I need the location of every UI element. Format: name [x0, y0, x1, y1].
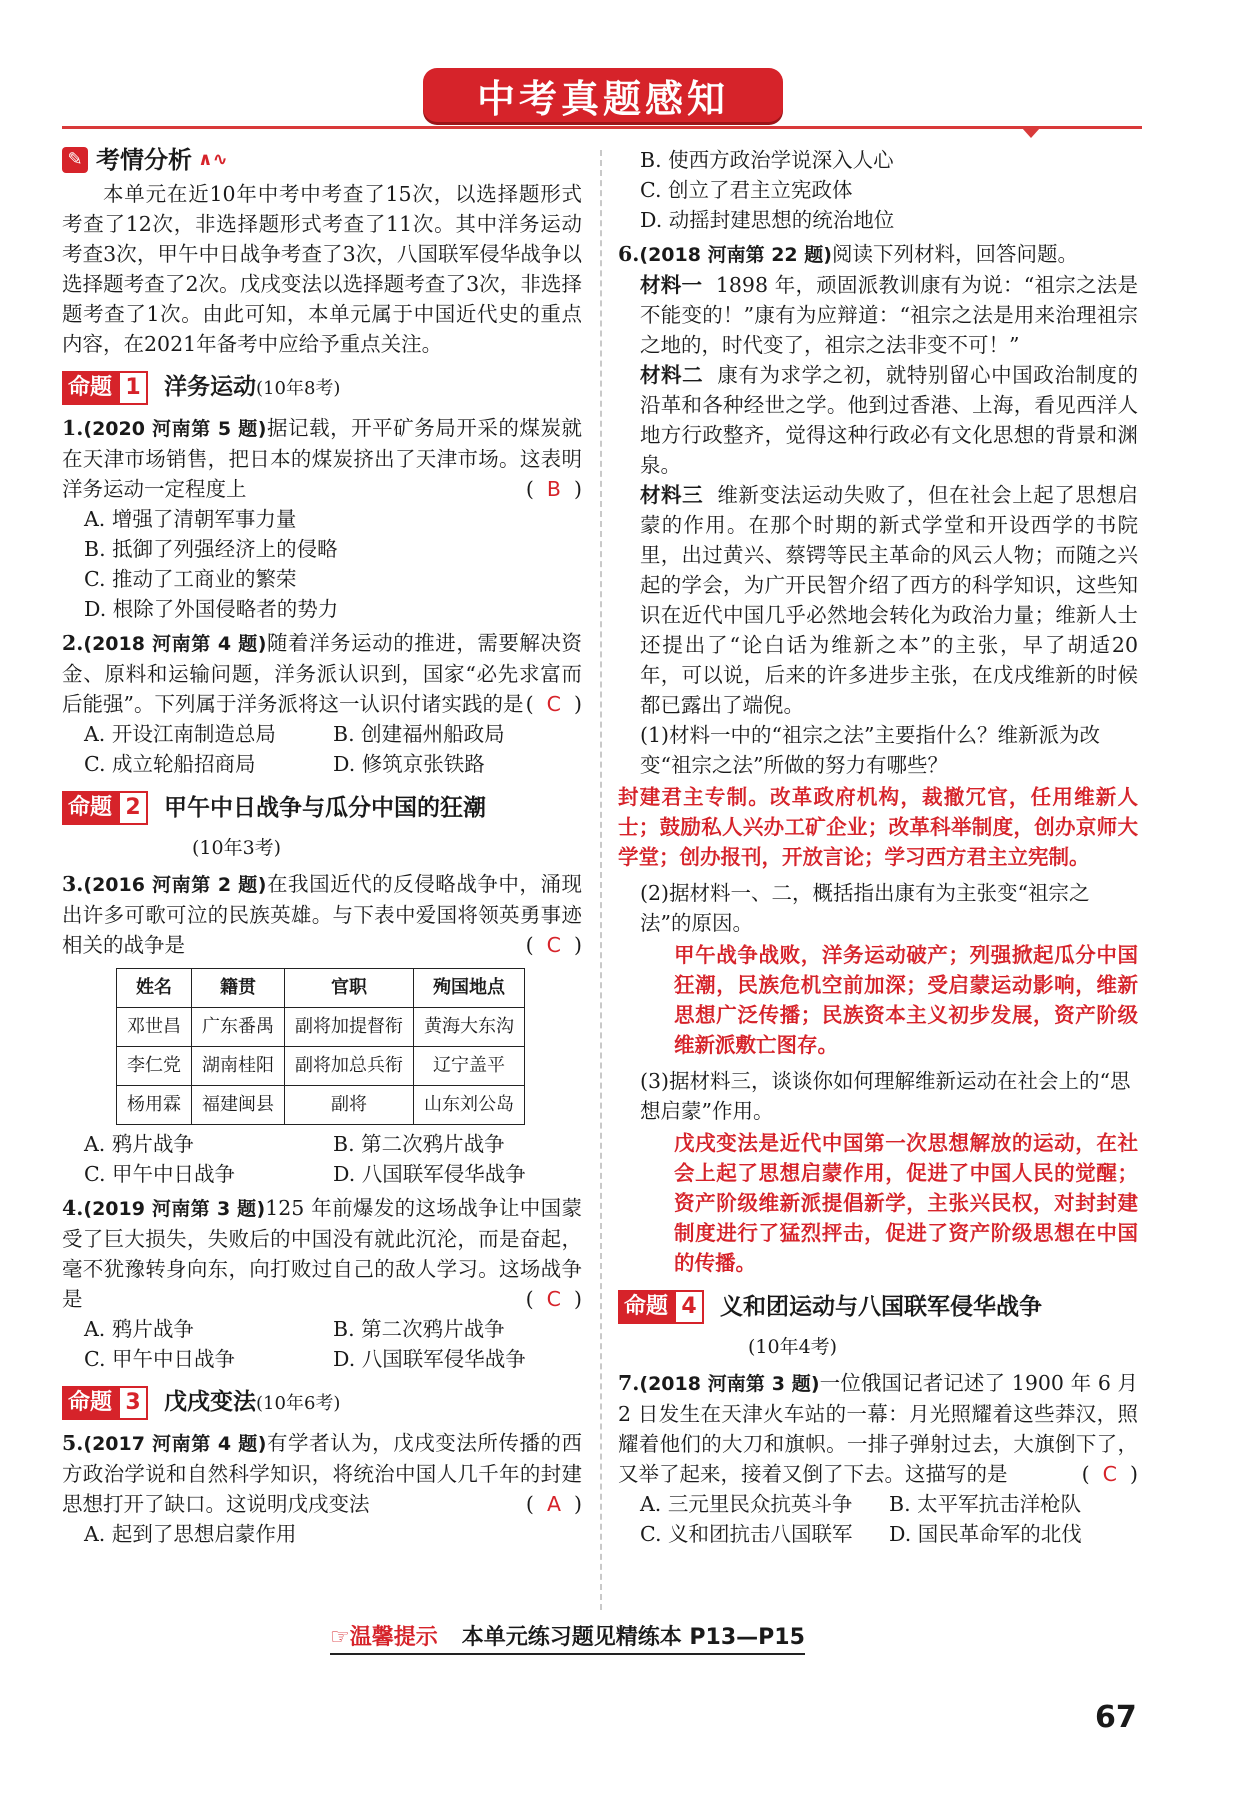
right-column [618, 145, 1138, 1549]
table-header: 籍贯 [192, 969, 285, 1008]
table-cell: 李仁党 [117, 1047, 192, 1086]
option: A. 三元里民众抗英斗争 [640, 1492, 853, 1516]
table-cell: 邓世昌 [117, 1008, 192, 1047]
table-header: 官职 [285, 969, 414, 1008]
option-row [62, 1159, 582, 1189]
analysis-paragraph: 本单元在近10年中考中考查了15次，以选择题形式考查了12次，非选择题形式考查了11次。其中洋务运动考查3次，甲午中日战争考查了3次，八国联军侵华战争以选择题考查了2次。戊戌变法以选择题考查了3次，非选择题考查了1次。由此可知，本单元属于中国近代史的重点内容，在2021年备考中应给予重点关注。 [62, 182, 582, 356]
option: D. 动摇封建思想的统治地位 [640, 208, 895, 232]
option: C. 成立轮船招商局 [84, 752, 256, 776]
pencil-icon: ✎ [62, 147, 88, 173]
topic-label: 命题 [618, 1290, 674, 1324]
page-title: 中考真题感知 [423, 68, 783, 122]
option: A. 起到了思想启蒙作用 [84, 1522, 297, 1546]
question-1: 1.(2020 河南第 5 题)据记载，开平矿务局开采的煤炭就在天津市场销售，把日本的煤炭挤出了天津市场。这表明洋务运动一定程度上 ( B ) [62, 413, 582, 504]
topic-1-header [62, 371, 582, 405]
answer-text: 封建君主专制。改革政府机构，裁撤冗官，任用维新人士；鼓励私人兴办工矿企业；改革科举制度，创办京师大学堂；创办报刊，开放言论；学习西方君主立宪制。 [618, 785, 1138, 869]
question-3: 3.(2016 河南第 2 题)在我国近代的反侵略战争中，涌现出许多可歌可泣的民族英雄。与下表中爱国将领英勇事迹相关的战争是 ( C ) [62, 869, 582, 960]
answer-bracket: ( B ) [525, 477, 582, 501]
topic-number: 3 [118, 1386, 148, 1420]
heroes-table [116, 968, 525, 1125]
answer-text: 戊戌变法是近代中国第一次思想解放的运动，在社会上起了思想启蒙作用，促进了中国人民的觉醒；资产阶级维新派提倡新学，主张兴民权，对封封建制度进行了猛烈抨击，促进了资产阶级思想在中国的传播。 [674, 1131, 1138, 1275]
sub-question-1: (1)材料一中的“祖宗之法”主要指什么？维新派为改变“祖宗之法”所做的努力有哪些？ [640, 723, 1101, 777]
answer-bracket: ( A ) [525, 1492, 582, 1516]
sub-question-2: (2)据材料一、二，概括指出康有为主张变“祖宗之法”的原因。 [640, 881, 1090, 935]
table-cell: 杨用霖 [117, 1086, 192, 1125]
table-header-row [117, 969, 525, 1008]
topic-number: 2 [118, 791, 148, 825]
option: B. 使西方政治学说深入人心 [640, 148, 894, 172]
option: D. 八国联军侵华战争 [333, 1162, 526, 1186]
topic-badge [62, 791, 148, 825]
sub-question-3: (3)据材料三，谈谈你如何理解维新运动在社会上的“思想启蒙”作用。 [640, 1069, 1131, 1123]
option-row [62, 1129, 582, 1159]
tip-text: 本单元练习题见精练本 P13—P15 [461, 1625, 805, 1650]
table-row [117, 1086, 525, 1125]
wave-decoration-icon: ∧∿ [198, 149, 228, 170]
option: B. 抵御了列强经济上的侵略 [84, 537, 338, 561]
option: D. 国民革命军的北伐 [889, 1522, 1082, 1546]
topic-3-header [62, 1386, 582, 1420]
topic-title: 义和团运动与八国联军侵华战争 [720, 1294, 1043, 1320]
option-row [62, 1314, 582, 1344]
option: C. 甲午中日战争 [84, 1347, 235, 1371]
analysis-heading-text: 考情分析 [96, 146, 192, 174]
question-2: 2.(2018 河南第 4 题)随着洋务运动的推进，需要解决资金、原料和运输问题，洋务派认识到，国家“必先求富而后能强”。下列属于洋务派将这一认识付诸实践的是 ( C ) [62, 628, 582, 719]
header-rule [62, 126, 1142, 129]
option: A. 鸦片战争 [84, 1132, 194, 1156]
topic-sub: (10年4考) [748, 1336, 838, 1358]
table-cell: 湖南桂阳 [192, 1047, 285, 1086]
topic-title: 洋务运动(10年8考) [164, 374, 341, 400]
option: C. 创立了君主立宪政体 [640, 178, 853, 202]
option-row [62, 749, 582, 779]
topic-title: 甲午中日战争与瓜分中国的狂潮 [164, 795, 487, 821]
option-row [618, 1519, 1138, 1549]
table-cell: 副将加总兵衔 [285, 1047, 414, 1086]
option: B. 第二次鸦片战争 [333, 1132, 505, 1156]
option-row [618, 1489, 1138, 1519]
analysis-heading [62, 145, 582, 175]
table-cell: 副将 [285, 1086, 414, 1125]
table-cell: 福建闽县 [192, 1086, 285, 1125]
header-rule-notch [1022, 128, 1040, 138]
table-row [117, 1047, 525, 1086]
option: A. 开设江南制造总局 [84, 722, 276, 746]
table-cell: 山东刘公岛 [414, 1086, 525, 1125]
topic-badge [618, 1290, 704, 1324]
table-row [117, 1008, 525, 1047]
option: B. 创建福州船政局 [333, 722, 505, 746]
answer-bracket: ( C ) [525, 692, 582, 716]
question-4: 4.(2019 河南第 3 题)125 年前爆发的这场战争让中国蒙受了巨大损失，失败后的中国没有就此沉沦，而是奋起，毫不犹豫转身向东，向打败过自己的敌人学习。这场战争是 ( C ) [62, 1193, 582, 1314]
option: B. 太平军抗击洋枪队 [889, 1492, 1082, 1516]
option: A. 鸦片战争 [84, 1317, 194, 1341]
topic-4-header [618, 1290, 1138, 1324]
tip-label: ☞温馨提示 [330, 1625, 438, 1650]
topic-label: 命题 [62, 1386, 118, 1420]
topic-title: 戊戌变法(10年6考) [164, 1389, 341, 1415]
table-cell: 副将加提督衔 [285, 1008, 414, 1047]
topic-sub: (10年3考) [192, 837, 282, 859]
option: A. 增强了清朝军事力量 [84, 507, 297, 531]
table-cell: 辽宁盖平 [414, 1047, 525, 1086]
topic-number: 1 [118, 371, 148, 405]
table-header: 殉国地点 [414, 969, 525, 1008]
topic-label: 命题 [62, 791, 118, 825]
page-number: 67 [1095, 1700, 1137, 1735]
material-1: 材料一 1898 年，顽固派教训康有为说：“祖宗之法是不能变的！”康有为应辩道：“祖宗之法是用来治理祖宗之地的，时代变了，祖宗之法非变不可！” [640, 273, 1139, 357]
question-7: 7.(2018 河南第 3 题)一位俄国记者记述了 1900 年 6 月 2 日发生在天津火车站的一幕：月光照耀着这些莽汉，照耀着他们的大刀和旗帜。一排子弹射过去，大旗倒下了，又举了起来，接着又倒了下去。这描写的是 ( C ) [618, 1368, 1138, 1489]
tip-banner [330, 1620, 805, 1655]
left-column [62, 145, 582, 1549]
answer-bracket: ( C ) [525, 933, 582, 957]
option-row [62, 719, 582, 749]
option: C. 推动了工商业的繁荣 [84, 567, 297, 591]
option: D. 修筑京张铁路 [333, 752, 485, 776]
material-2: 材料二 康有为求学之初，就特别留心中国政治制度的沿革和各种经世之学。他到过香港、上海，看见西洋人地方行政整齐，觉得这种行政必有文化思想的背景和渊泉。 [640, 363, 1138, 477]
table-header: 姓名 [117, 969, 192, 1008]
option-row [62, 1344, 582, 1374]
option: B. 第二次鸦片战争 [333, 1317, 505, 1341]
table-cell: 广东番禺 [192, 1008, 285, 1047]
topic-badge [62, 371, 148, 405]
option: D. 八国联军侵华战争 [333, 1347, 526, 1371]
option: D. 根除了外国侵略者的势力 [84, 597, 339, 621]
answer-text: 甲午战争战败，洋务运动破产；列强掀起瓜分中国狂潮，民族危机空前加深；受启蒙运动影响，维新思想广泛传播；民族资本主义初步发展，资产阶级维新派敷亡图存。 [674, 943, 1138, 1057]
topic-number: 4 [674, 1290, 704, 1324]
question-5: 5.(2017 河南第 4 题)有学者认为，戊戌变法所传播的西方政治学说和自然科学知识，将统治中国人几千年的封建思想打开了缺口。这说明戊戌变法 ( A ) [62, 1428, 582, 1519]
topic-label: 命题 [62, 371, 118, 405]
option: C. 义和团抗击八国联军 [640, 1522, 853, 1546]
column-divider [600, 150, 602, 1610]
material-3: 材料三 维新变法运动失败了，但在社会上起了思想启蒙的作用。在那个时期的新式学堂和开设西学的书院里，出过黄兴、蔡锷等民主革命的风云人物；而随之兴起的学会，为广开民智介绍了西方的科学知识，这些知识在近代中国几乎必然地会转化为政治力量；维新人士还提出了“论白话为维新之本”的主张，早了胡适20年，可以说，后来的许多进步主张，在戊戌维新的时候都已露出了端倪。 [640, 483, 1138, 717]
topic-badge [62, 1386, 148, 1420]
topic-2-header [62, 791, 582, 825]
table-cell: 黄海大东沟 [414, 1008, 525, 1047]
option: C. 甲午中日战争 [84, 1162, 235, 1186]
answer-bracket: ( C ) [525, 1287, 582, 1311]
answer-bracket: ( C ) [1081, 1462, 1138, 1486]
question-6: 6.(2018 河南第 22 题)阅读下列材料，回答问题。 [618, 242, 1078, 266]
